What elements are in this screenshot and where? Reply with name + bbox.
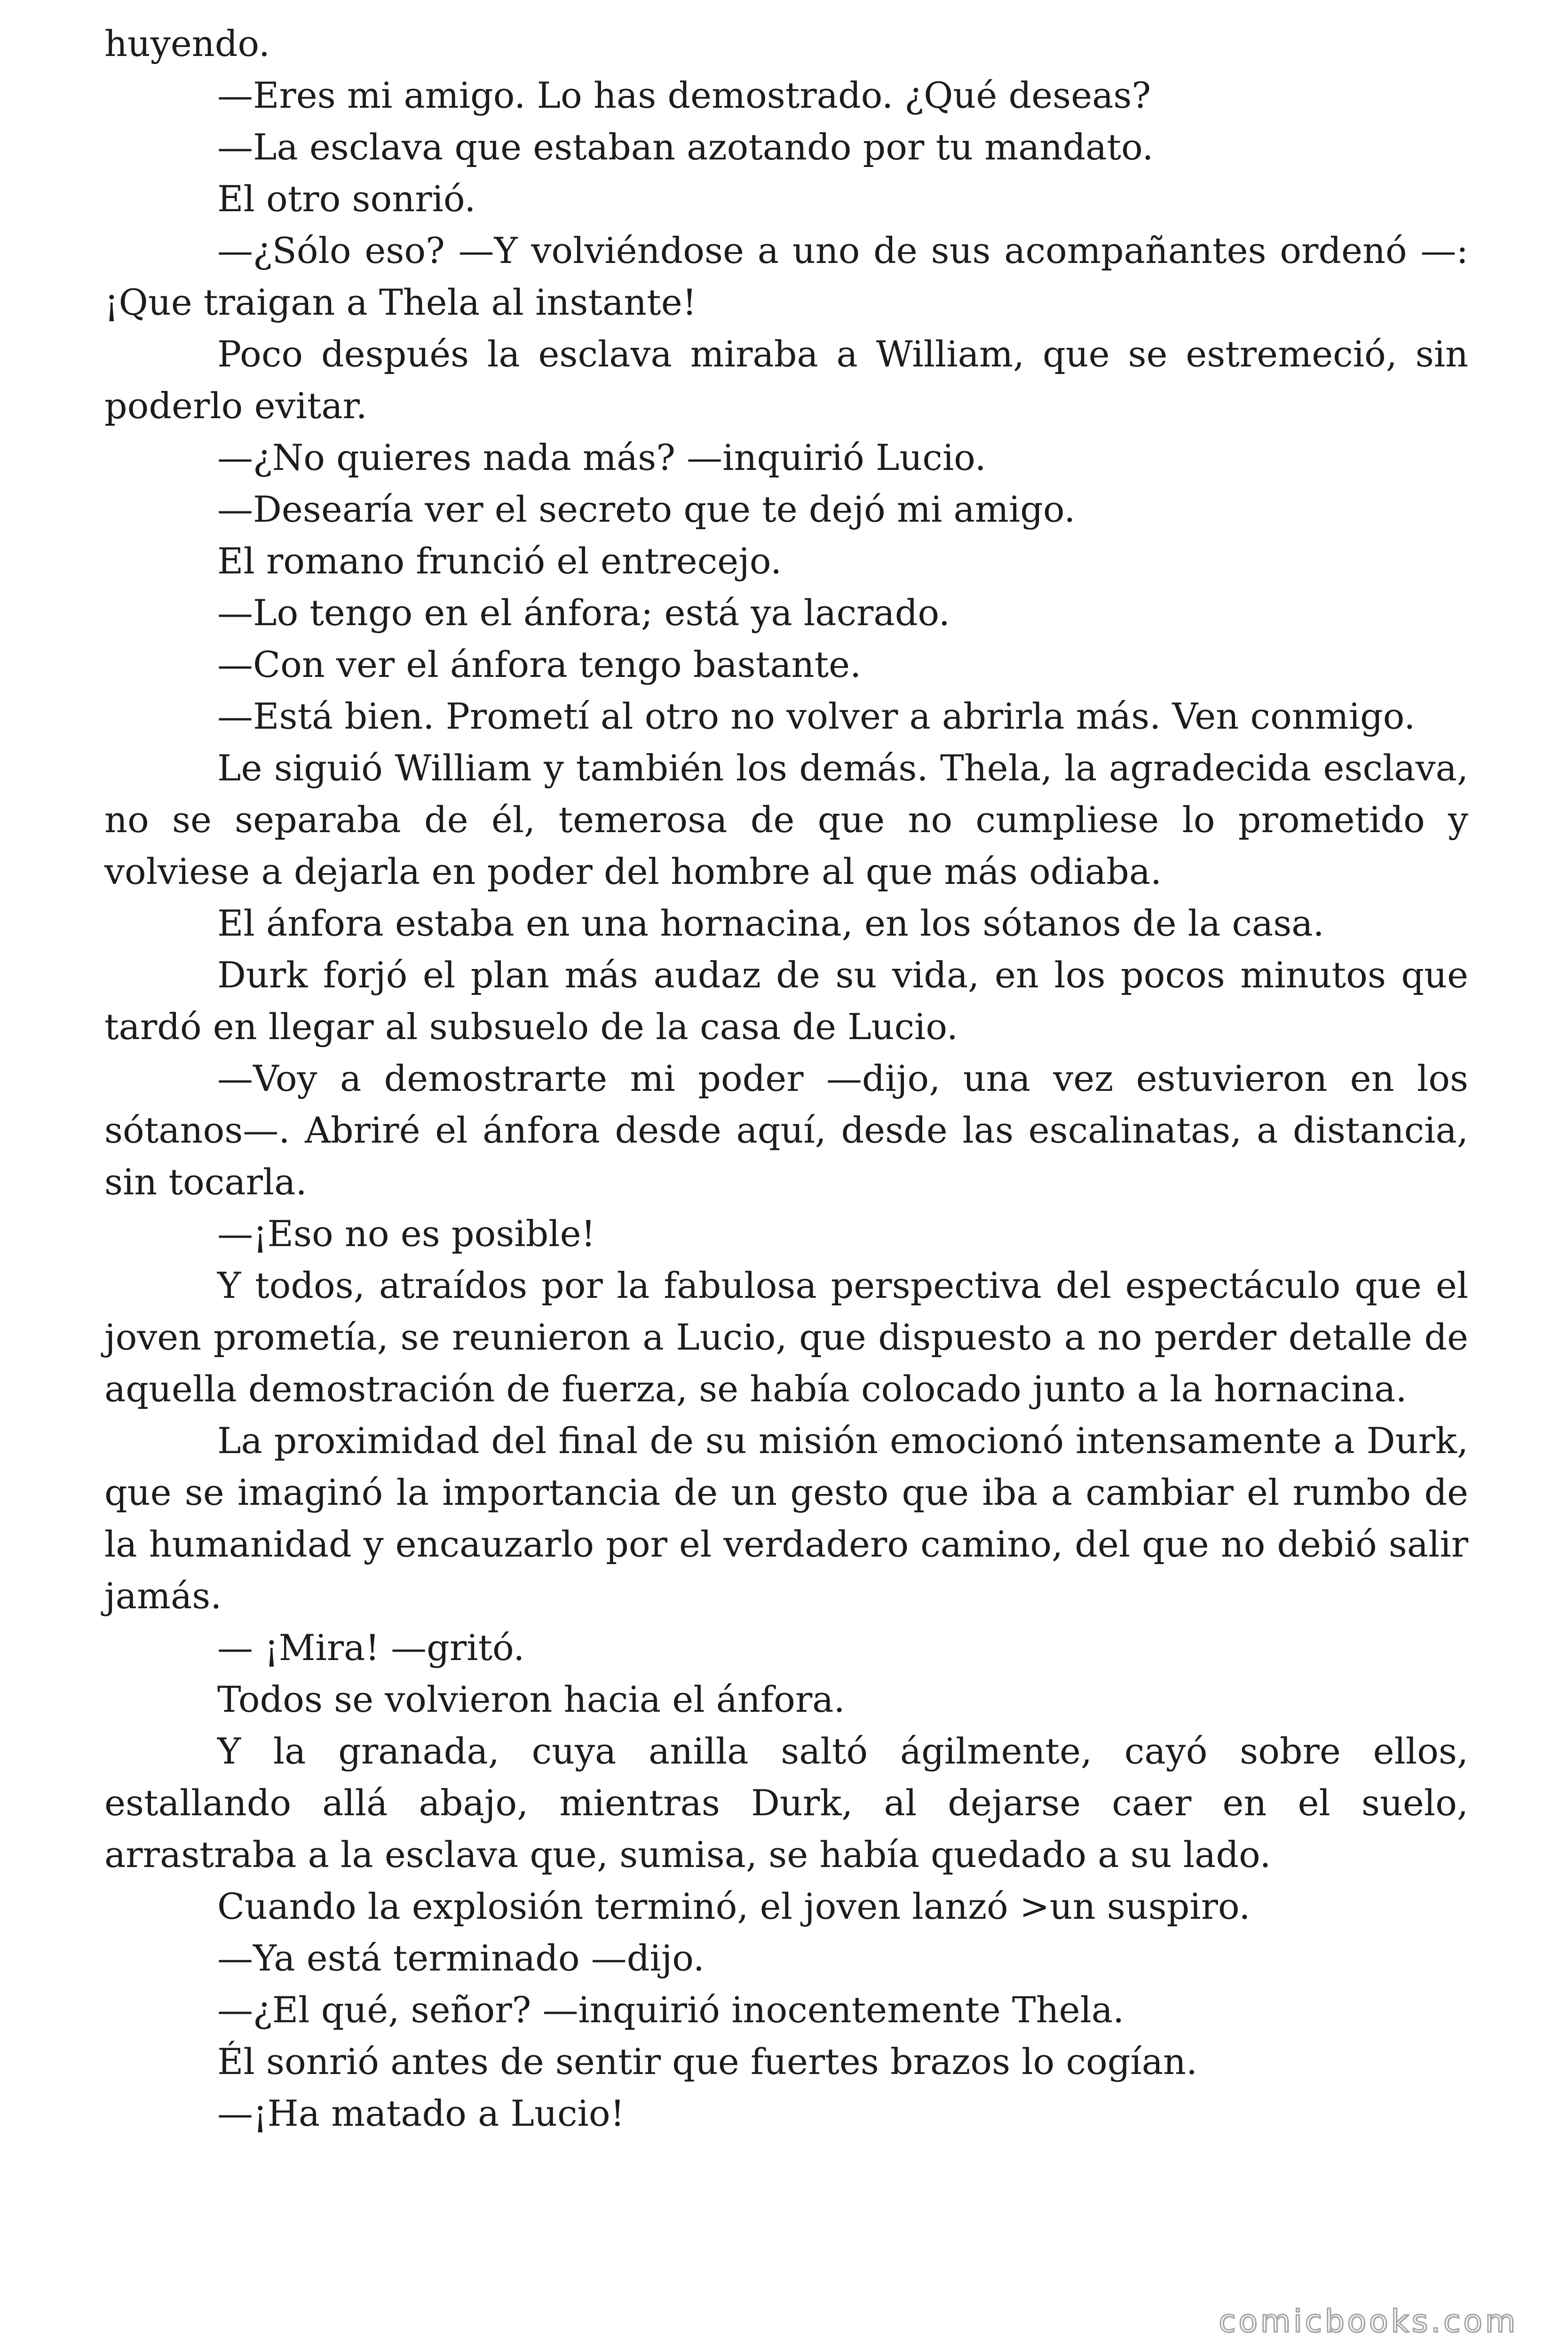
paragraph: Le siguió William y también los demás. Thela, la agradecida esclava, no se separaba de él, temerosa de que no cumpliese lo prometido y volviese a dejarla en poder del hombre al que más odiaba. xyxy=(104,747,1468,892)
paragraph: El romano frunció el entrecejo. xyxy=(217,540,782,582)
paragraph: —¿El qué, señor? —inquirió inocentemente Thela. xyxy=(217,1989,1125,2031)
paragraph: —¡Eso no es posible! xyxy=(217,1213,596,1255)
paragraph: —¡Ha matado a Lucio! xyxy=(217,2092,625,2134)
paragraph: Él sonrió antes de sentir que fuertes brazos lo cogían. xyxy=(217,2041,1198,2082)
paragraph: Y la granada, cuya anilla saltó ágilmente, cayó sobre ellos, estallando allá abajo, mientras Durk, al dejarse caer en el suelo, arrastraba a la esclava que, sumisa, se había quedado a su lado. xyxy=(104,1730,1468,1875)
paragraph: Y todos, atraídos por la fabulosa perspectiva del espectáculo que el joven prometía, se reunieron a Lucio, que dispuesto a no perder detalle de aquella demostración de fuerza, se había colocado junto a la hornacina. xyxy=(104,1264,1468,1410)
paragraph: huyendo. xyxy=(104,23,270,64)
paragraph: —Con ver el ánfora tengo bastante. xyxy=(217,644,862,685)
paragraph: —Desearía ver el secreto que te dejó mi amigo. xyxy=(217,488,1076,530)
paragraph: —¿No quieres nada más? —inquirió Lucio. xyxy=(217,437,986,478)
paragraph: —Voy a demostrarte mi poder —dijo, una vez estuvieron en los sótanos—. Abriré el ánfora desde aquí, desde las escalinatas, a distancia, sin tocarla. xyxy=(104,1057,1468,1203)
paragraph: El otro sonrió. xyxy=(217,178,476,220)
paragraph: Durk forjó el plan más audaz de su vida, en los pocos minutos que tardó en llegar al subsuelo de la casa de Lucio. xyxy=(104,954,1468,1048)
paragraph: —¿Sólo eso? —Y volviéndose a uno de sus acompañantes ordenó —: ¡Que traigan a Thela al instante! xyxy=(104,230,1468,323)
paragraph: Todos se volvieron hacia el ánfora. xyxy=(217,1678,845,1720)
paragraph: —Está bien. Prometí al otro no volver a abrirla más. Ven conmigo. xyxy=(217,695,1416,737)
paragraph: Poco después la esclava miraba a William, que se estremeció, sin poderlo evitar. xyxy=(104,333,1468,427)
body-text xyxy=(104,18,1468,2139)
paragraph: —Ya está terminado —dijo. xyxy=(217,1937,705,1979)
paragraph: Cuando la explosión terminó, el joven lanzó >un suspiro. xyxy=(217,1885,1251,1927)
paragraph: — ¡Mira! —gritó. xyxy=(217,1627,525,1669)
paragraph: El ánfora estaba en una hornacina, en los sótanos de la casa. xyxy=(217,902,1324,944)
paragraph: —Eres mi amigo. Lo has demostrado. ¿Qué deseas? xyxy=(217,74,1151,116)
paragraph: —Lo tengo en el ánfora; está ya lacrado. xyxy=(217,592,950,634)
paragraph: La proximidad del final de su misión emocionó intensamente a Durk, que se imaginó la importancia de un gesto que iba a cambiar el rumbo de la humanidad y encauzarlo por el verdadero camino, del que no debió salir jamás. xyxy=(104,1420,1468,1617)
watermark: comicbooks.com xyxy=(1219,2303,1518,2339)
paragraph: —La esclava que estaban azotando por tu mandato. xyxy=(217,126,1154,168)
